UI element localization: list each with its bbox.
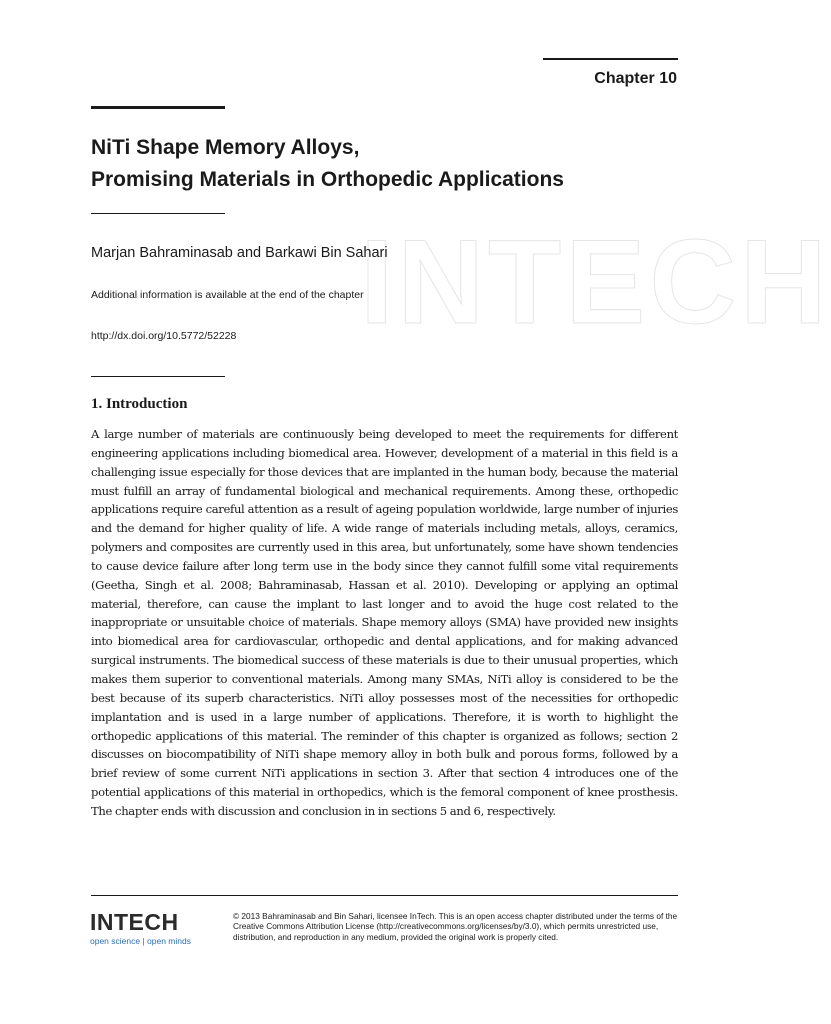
logo-wordmark: INTECH xyxy=(90,909,179,935)
chapter-label: Chapter 10 xyxy=(594,70,677,87)
title-bottom-rule xyxy=(91,213,225,214)
logo-tagline: open science | open minds xyxy=(90,936,191,946)
authors: Marjan Bahraminasab and Barkawi Bin Sahari xyxy=(91,245,388,261)
footer-rule xyxy=(91,895,678,896)
chapter-rule xyxy=(543,58,678,60)
intech-logo[interactable] xyxy=(90,910,191,946)
section-heading: 1. Introduction xyxy=(91,396,188,412)
intech-watermark: INTECH xyxy=(360,215,831,349)
doi-link[interactable]: http://dx.doi.org/10.5772/52228 xyxy=(91,330,237,342)
license-notice: © 2013 Bahraminasab and Bin Sahari, licensee InTech. This is an open access chapter distributed under the terms of the Creative Commons Attribution License (http://creativecommons.org/licenses/by/3.0), which permits unrestricted use, distribution, and reproduction in any medium, provided the original work is properly cited. xyxy=(233,911,678,942)
title-top-rule xyxy=(91,106,225,109)
additional-info: Additional information is available at the end of the chapter xyxy=(91,289,364,301)
introduction-paragraph: A large number of materials are continuously being developed to meet the requirements for different engineering applications including biomedical area. However, development of a material in this field is a challenging issue especially for those devices that are implanted in the human body, because the material must fulfill an array of fundamental biological and mechanical requirements. Among these, orthopedic applications require careful attention as a result of ageing population worldwide, large number of injuries and the demand for higher quality of life. A wide range of materials including metals, alloys, ceramics, polymers and composites are currently used in this area, but unfortunately, some have shown tendencies to cause device failure after long term use in the body since they cannot fulfill some vital requirements (Geetha, Singh et al. 2008; Bahraminasab, Hassan et al. 2010). Developing or applying an optimal material, therefore, can cause the implant to last longer and to avoid the huge cost related to the inappropriate or unsuitable choice of materials. Shape memory alloys (SMA) have provided new insights into biomedical area for cardiovascular, orthopedic and dental applications, and for making advanced surgical instruments. The biomedical success of these materials is due to their unusual properties, which makes them superior to conventional materials. Among many SMAs, NiTi alloy is considered to be the best because of its superb characteristics. NiTi alloy possesses most of the necessities for orthopedic implantation and is used in a large number of applications. Therefore, it is worth to highlight the orthopedic applications of this material. The reminder of this chapter is organized as follows; section 2 discusses on biocompatibility of NiTi shape memory alloy in both bulk and porous forms, followed by a brief review of some current NiTi applications in section 3. After that section 4 introduces one of the potential applications of this material in orthopedics, which is the femoral component of knee prosthesis. The chapter ends with discussion and conclusion in in sections 5 and 6, respectively. xyxy=(91,427,678,818)
chapter-title xyxy=(91,132,691,196)
title-line-2: Promising Materials in Orthopedic Applications xyxy=(91,168,564,191)
title-line-1: NiTi Shape Memory Alloys, xyxy=(91,136,360,159)
section-rule xyxy=(91,376,225,377)
